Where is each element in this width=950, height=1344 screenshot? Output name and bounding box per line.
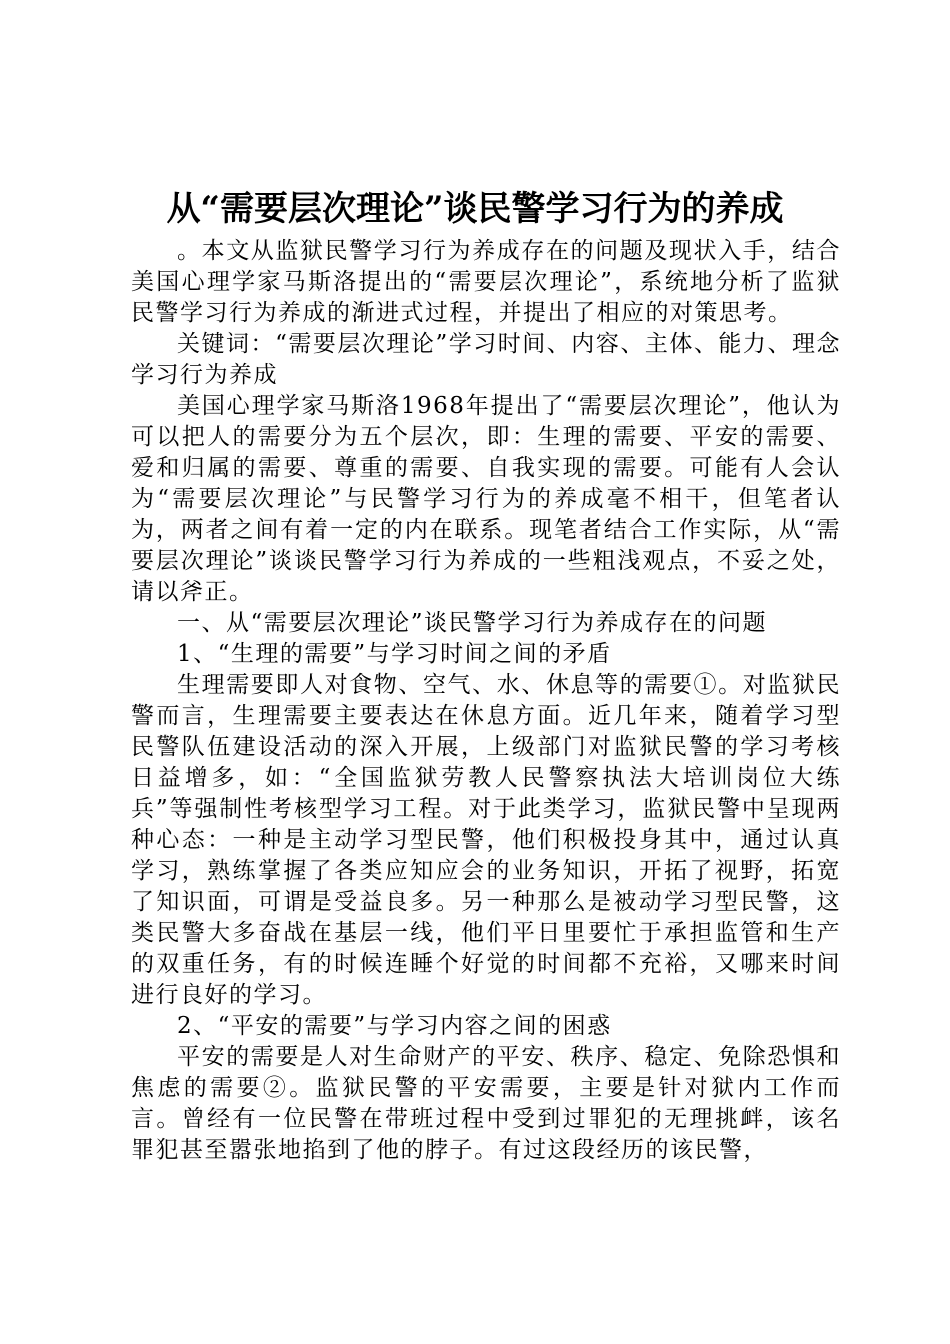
document-body	[131, 236, 841, 1166]
intro-paragraph: 美国心理学家马斯洛1968年提出了“需要层次理论”，他认为可以把人的需要分为五个层次，即：生理的需要、平安的需要、爱和归属的需要、尊重的需要、自我实现的需要。可能有人会认为“需要层次理论”与民警学习行为的养成毫不相干，但笔者认为，两者之间有着一定的内在联系。现笔者结合工作实际，从“需要层次理论”谈谈民警学习行为养成的一些粗浅观点，不妥之处，请以斧正。	[131, 393, 841, 605]
keywords-paragraph: 关键词：“需要层次理论”学习时间、内容、主体、能力、理念学习行为养成	[131, 331, 841, 388]
subsection-heading-1: 1、“生理的需要”与学习时间之间的矛盾	[177, 641, 612, 667]
subsection-heading-2: 2、“平安的需要”与学习内容之间的困惑	[177, 1013, 612, 1039]
abstract-paragraph: 。本文从监狱民警学习行为养成存在的问题及现状入手，结合美国心理学家马斯洛提出的“需要层次理论”，系统地分析了监狱民警学习行为养成的渐进式过程，并提出了相应的对策思考。	[131, 238, 841, 326]
section-heading: 一、从“需要层次理论”谈民警学习行为养成存在的问题	[177, 610, 768, 636]
body-paragraph-1: 生理需要即人对食物、空气、水、休息等的需要①。对监狱民警而言，生理需要主要表达在休息方面。近几年来，随着学习型民警队伍建设活动的深入开展，上级部门对监狱民警的学习考核日益增多，如：“全国监狱劳教人民警察执法大培训岗位大练兵”等强制性考核型学习工程。对于此类学习，监狱民警中呈现两种心态：一种是主动学习型民警，他们积极投身其中，通过认真学习，熟练掌握了各类应知应会的业务知识，开拓了视野，拓宽了知识面，可谓是受益良多。另一种那么是被动学习型民警，这类民警大多奋战在基层一线，他们平日里要忙于承担监管和生产的双重任务，有的时候连睡个好觉的时间都不充裕，又哪来时间进行良好的学习。	[131, 672, 841, 1008]
body-paragraph-2: 平安的需要是人对生命财产的平安、秩序、稳定、免除恐惧和焦虑的需要②。监狱民警的平安需要，主要是针对狱内工作而言。曾经有一位民警在带班过程中受到过罪犯的无理挑衅，该名罪犯甚至嚣张地掐到了他的脖子。有过这段经历的该民警，	[131, 1044, 841, 1163]
document-title: 从“需要层次理论”谈民警学习行为的养成	[166, 189, 784, 229]
